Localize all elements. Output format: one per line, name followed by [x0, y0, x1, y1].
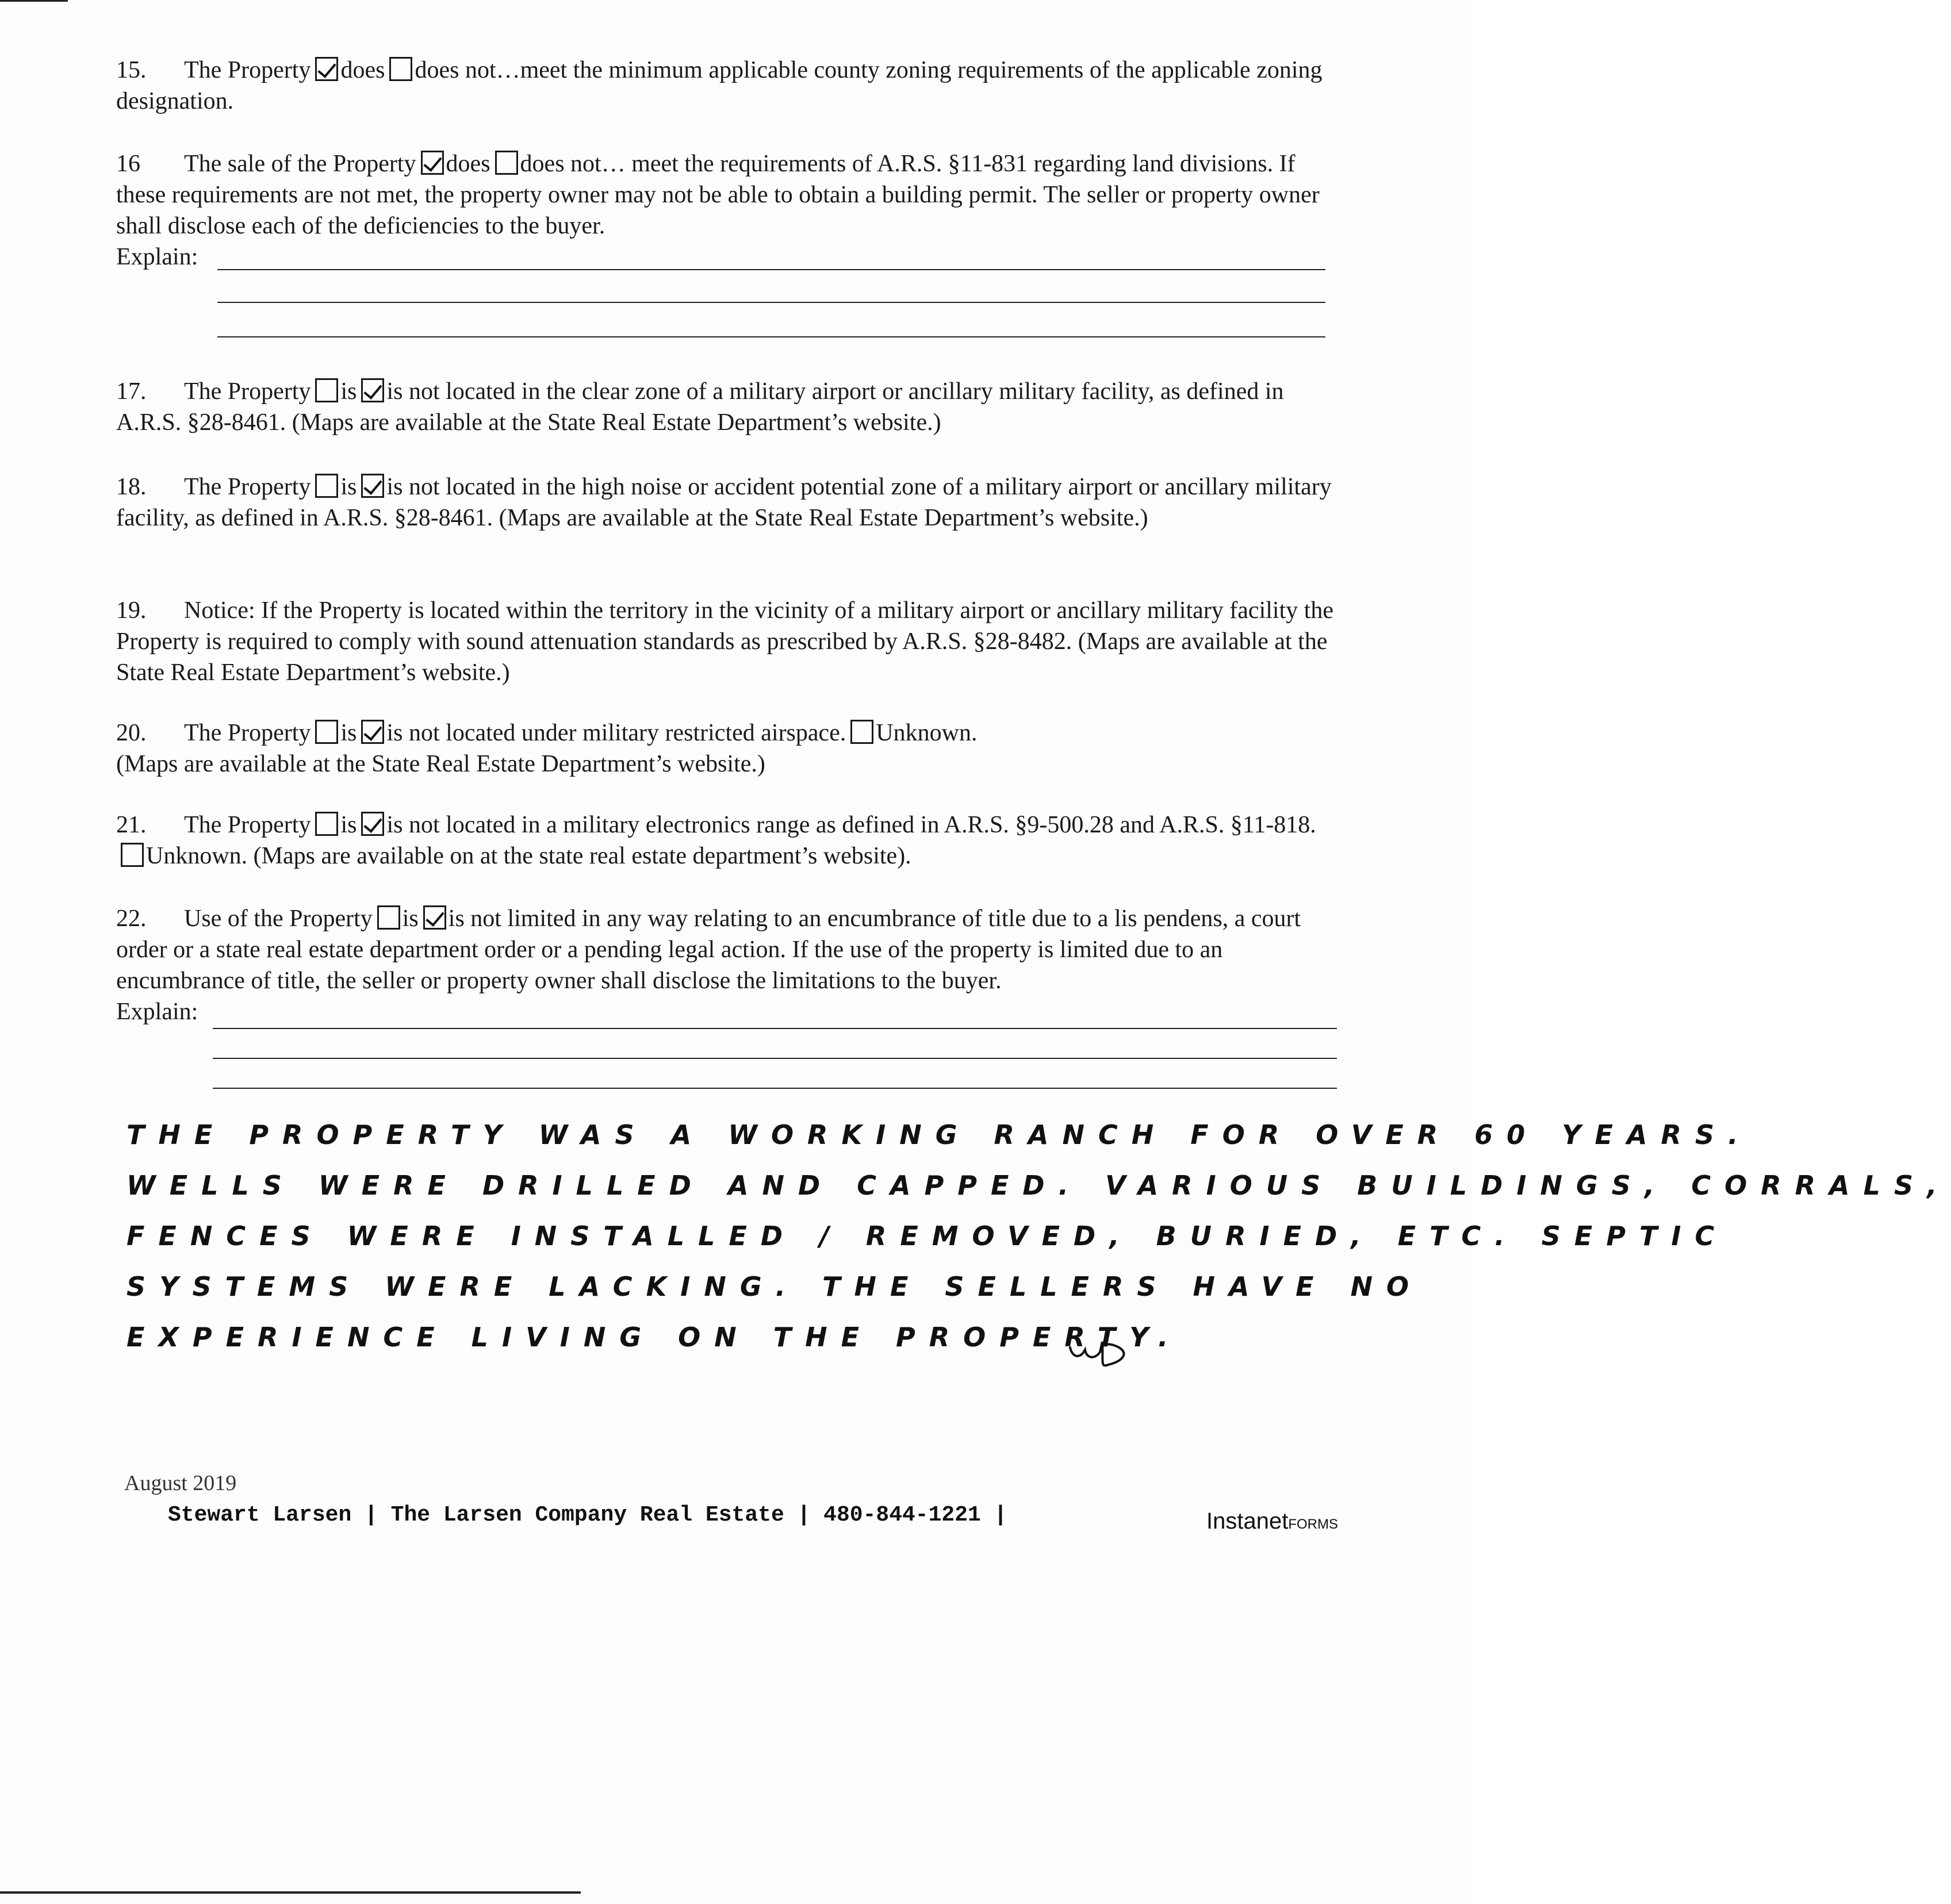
instanet-forms-logo	[1206, 1508, 1338, 1534]
handwritten-line: WELLS WERE DRILLED AND CAPPED. VARIOUS BUILDINGS, CORRALS,	[127, 1170, 1951, 1201]
initials-signature	[1067, 1335, 1136, 1375]
option-label: does	[446, 151, 490, 177]
item-number: 16	[116, 151, 140, 177]
item-lead-text: The sale of the Property	[184, 151, 416, 177]
notice-text: Notice: If the Property is located within the territory in the vicinity of a military airport or ancillary military facility the Property is required to comply with sound attenuation standards as prescribed by A.R.S. §28-8482. (Maps are available at the State Real Estate Department’s website.)	[116, 597, 1334, 686]
maps-note: (Maps are available at the State Real Estate Department’s website.)	[116, 751, 765, 777]
item-number: 15.	[116, 57, 147, 83]
does-checkbox[interactable]	[315, 57, 338, 81]
option-label: is	[340, 720, 357, 746]
item-21	[116, 809, 1335, 872]
option-text: is not located in a military electronics range as defined in A.R.S. §9-500.28 and A.R.S. §11-818.	[386, 812, 1316, 838]
does-not-checkbox[interactable]	[495, 151, 518, 175]
agent-footer: Stewart Larsen | The Larsen Company Real Estate | 480-844-1221 |	[168, 1503, 1007, 1527]
handwritten-note	[127, 1110, 1951, 1362]
is-checkbox[interactable]	[315, 474, 338, 498]
is-checkbox[interactable]	[315, 812, 338, 836]
item-lead-text: The Property	[184, 720, 311, 746]
option-label: is	[340, 474, 357, 500]
option-text: is not located in the clear zone of a military airport or ancillary military facility, as defined in A.R.S. §28-8461. (Maps are available at the State Real Estate Department’s website.)	[116, 378, 1284, 436]
item-17	[116, 376, 1335, 438]
form-date: August 2019	[124, 1471, 237, 1495]
option-text: is not located in the high noise or accident potential zone of a military airport or ancillary military facility, as defined in A.R.S. §28-8461. (Maps are available at the State Real Estate Department’s website.)	[116, 474, 1332, 531]
explain-line[interactable]	[213, 1058, 1337, 1059]
handwritten-line: THE PROPERTY WAS A WORKING RANCH FOR OVER 60 YEARS.	[127, 1119, 1752, 1150]
option-label: is	[402, 905, 419, 932]
is-checkbox[interactable]	[315, 720, 338, 744]
is-not-checkbox[interactable]	[361, 378, 384, 402]
scan-edge-mark	[0, 1891, 581, 1894]
explain-line[interactable]	[213, 1088, 1337, 1089]
does-not-checkbox[interactable]	[389, 57, 412, 81]
unknown-checkbox[interactable]	[850, 720, 873, 744]
explain-label: Explain:	[116, 999, 198, 1025]
is-checkbox[interactable]	[377, 905, 400, 930]
item-lead-text: The Property	[184, 57, 311, 83]
item-19	[116, 595, 1335, 688]
item-22	[116, 903, 1335, 1027]
item-lead-text: The Property	[184, 378, 311, 405]
explain-line[interactable]	[213, 1028, 1337, 1029]
explain-line[interactable]	[217, 269, 1325, 270]
is-not-checkbox[interactable]	[361, 720, 384, 744]
item-number: 20.	[116, 720, 147, 746]
option-label: does	[340, 57, 385, 83]
is-not-checkbox[interactable]	[423, 905, 446, 930]
handwritten-line: EXPERIENCE LIVING ON THE PROPERTY.	[127, 1322, 1182, 1353]
option-text: does not…meet the minimum applicable county zoning requirements of the applicable zoning designation.	[116, 57, 1323, 114]
brand-main: Instanet	[1206, 1508, 1289, 1534]
unknown-label: Unknown.	[146, 843, 248, 869]
is-not-checkbox[interactable]	[361, 474, 384, 498]
item-15	[116, 55, 1335, 117]
explain-label: Explain:	[116, 244, 198, 270]
item-lead-text: The Property	[184, 812, 311, 838]
item-lead-text: Use of the Property	[184, 905, 373, 932]
item-20	[116, 717, 1335, 780]
brand-sub: FORMS	[1288, 1517, 1338, 1532]
unknown-checkbox[interactable]	[121, 843, 144, 867]
explain-line[interactable]	[217, 302, 1325, 303]
option-label: is	[340, 378, 357, 405]
option-label: is	[340, 812, 357, 838]
item-number: 17.	[116, 378, 147, 405]
scan-edge-mark	[0, 0, 68, 2]
handwritten-line: FENCES WERE INSTALLED / REMOVED, BURIED, ETC. SEPTIC	[127, 1220, 1728, 1252]
explain-line[interactable]	[217, 336, 1325, 337]
option-text: does not… meet the requirements of A.R.S. §11-831 regarding land divisions. If these requirements are not met, the property owner may not be able to obtain a building permit. The seller or property owner shall disclose each of the deficiencies to the buyer.	[116, 151, 1320, 239]
option-text: is not limited in any way relating to an encumbrance of title due to a lis pendens, a court order or a state real estate department order or a pending legal action. If the use of the property is limited due to an encumbrance of title, the seller or property owner shall disclose the limitations to the buyer.	[116, 905, 1301, 994]
item-number: 21.	[116, 812, 147, 838]
is-not-checkbox[interactable]	[361, 812, 384, 836]
item-16	[116, 148, 1335, 272]
unknown-label: Unknown.	[876, 720, 978, 746]
is-checkbox[interactable]	[315, 378, 338, 402]
maps-note: (Maps are available on at the state real estate department’s website).	[253, 843, 911, 869]
handwritten-line: SYSTEMS WERE LACKING. THE SELLERS HAVE NO	[127, 1271, 1423, 1302]
item-18	[116, 471, 1335, 533]
item-number: 18.	[116, 474, 147, 500]
does-checkbox[interactable]	[421, 151, 444, 175]
option-text: is not located under military restricted airspace.	[386, 720, 846, 746]
item-number: 22.	[116, 905, 147, 932]
item-lead-text: The Property	[184, 474, 311, 500]
item-number: 19.	[116, 597, 147, 624]
